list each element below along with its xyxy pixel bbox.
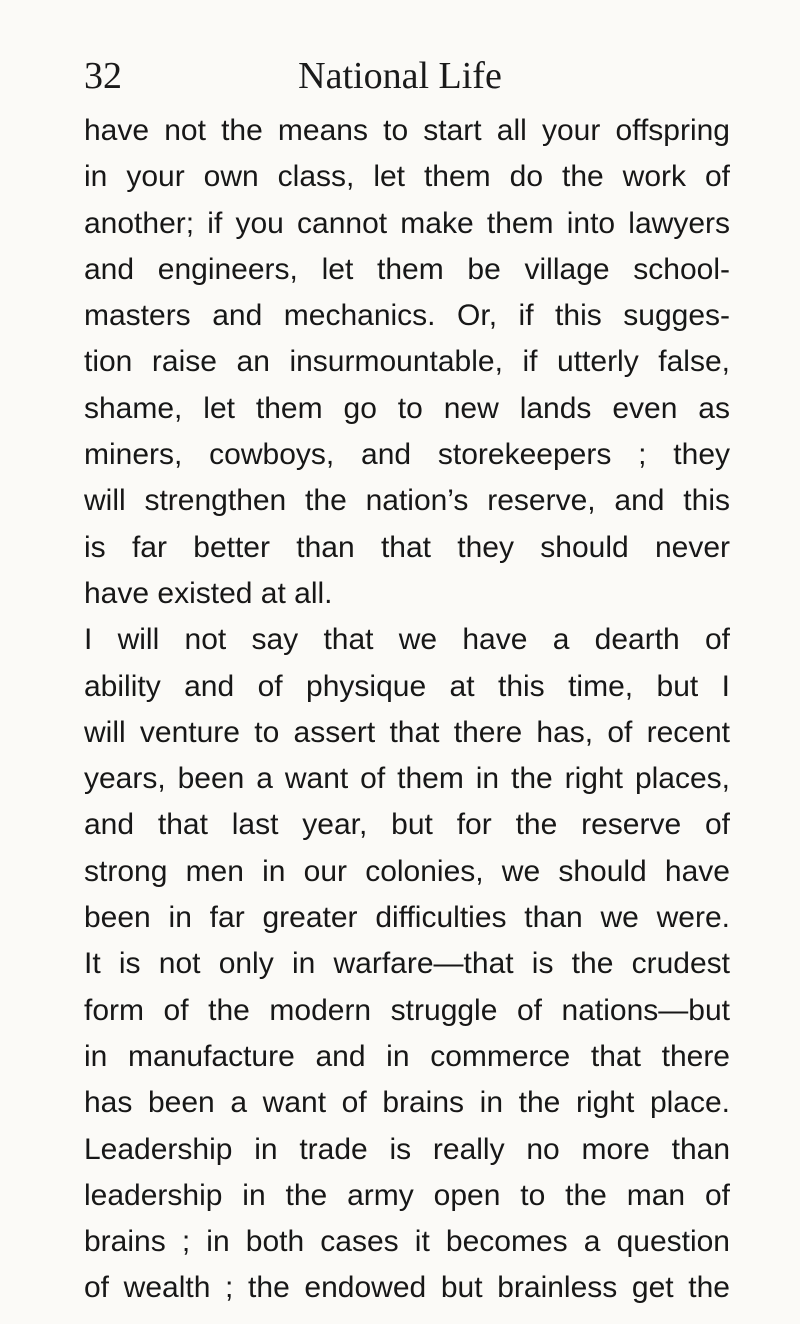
text-line: masters and mechanics. Or, if this sugges-	[84, 299, 730, 333]
text-line: shame, let them go to new lands even as	[84, 391, 730, 425]
text-line: have existed at all.	[84, 576, 333, 610]
text-line: years, been a want of them in the right places,	[84, 762, 730, 796]
body-text	[84, 108, 730, 1312]
text-line: and that last year, but for the reserve of	[84, 808, 730, 842]
text-line: been in far greater difficulties than we were.	[84, 901, 730, 935]
text-line: and engineers, let them be village school-	[84, 252, 730, 286]
text-line: Leadership in trade is really no more than	[84, 1132, 730, 1166]
text-line: will strengthen the nation’s reserve, and this	[84, 484, 730, 518]
text-line: miners, cowboys, and storekeepers ; they	[84, 438, 730, 472]
text-line: ability and of physique at this time, but I	[84, 669, 730, 703]
text-line: strong men in our colonies, we should have	[84, 854, 730, 888]
text-line: in manufacture and in commerce that there	[84, 1039, 730, 1073]
page-number: 32	[84, 55, 122, 97]
text-line: leadership in the army open to the man of	[84, 1178, 730, 1212]
text-line: form of the modern struggle of nations—but	[84, 993, 730, 1027]
text-line: I will not say that we have a dearth of	[84, 623, 730, 657]
text-line: is far better than that they should never	[84, 530, 730, 564]
text-line: tion raise an insurmountable, if utterly false,	[84, 345, 730, 379]
text-line: brains ; in both cases it becomes a question	[84, 1225, 730, 1259]
text-line: in your own class, let them do the work of	[84, 160, 730, 194]
text-line: have not the means to start all your offspring	[84, 114, 730, 147]
text-line: has been a want of brains in the right place.	[84, 1086, 730, 1120]
running-title: National Life	[298, 55, 502, 97]
page-header	[84, 46, 716, 106]
text-line: will venture to assert that there has, of recent	[84, 715, 730, 749]
text-line: It is not only in warfare—that is the crudest	[84, 947, 730, 981]
text-line: of wealth ; the endowed but brainless get the	[84, 1271, 730, 1305]
text-line: another; if you cannot make them into lawyers	[84, 206, 730, 240]
